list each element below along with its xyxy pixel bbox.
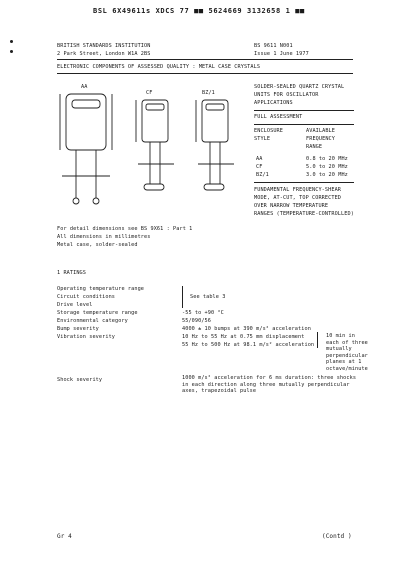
table-row-range: 3.0 to 20 MHz — [306, 172, 348, 178]
footer-left: Gr 4 — [57, 533, 72, 540]
section-title: 1 RATINGS — [57, 270, 87, 276]
table-col1-header: STYLE — [254, 136, 271, 142]
rating-label: Storage temperature range — [57, 310, 138, 316]
cf-label: CF — [146, 90, 153, 96]
rating-label: Circuit conditions — [57, 294, 116, 300]
rating-label: Environmental category — [57, 318, 128, 324]
rating-value: 55 Hz to 500 Hz at 98.1 m/s² acceleration — [182, 342, 315, 348]
doc-title: ELECTRONIC COMPONENTS OF ASSESSED QUALITY : METAL CASE CRYSTALS — [57, 64, 261, 70]
rating-label: Operating temperature range — [57, 286, 145, 292]
issue: Issue 1 June 1977 — [254, 51, 309, 57]
punch-hole — [10, 50, 13, 53]
aa-label: AA — [81, 84, 88, 90]
rating-label: Bump severity — [57, 326, 99, 332]
shock-value: 1000 m/s² acceleration for 6 ms duration: three shocks in each direction along three mutually perpendicular axes, trapezoidal pulse — [182, 375, 357, 394]
rating-label: Vibration severity — [57, 334, 116, 340]
desc-line3: APPLICATIONS — [254, 100, 293, 106]
bracket — [317, 332, 318, 348]
diagram-note1: For detail dimensions see BS 9X61 : Part 1 — [57, 226, 193, 232]
diagram-note3: Metal case, solder-sealed — [57, 242, 138, 248]
table-col2-header: RANGE — [306, 144, 323, 150]
table-row-style: AA — [256, 156, 263, 162]
fundamental-line2: MODE, AT-CUT, TOP CORRECTED — [254, 195, 342, 201]
rating-label: Drive level — [57, 302, 93, 308]
table-row-style: CF — [256, 164, 263, 170]
shock-label: Shock severity — [57, 377, 103, 383]
table-row-range: 5.0 to 20 MHz — [306, 164, 348, 170]
rating-value: 10 Hz to 55 Hz at 0.75 mm displacement — [182, 334, 305, 340]
desc-line2: UNITS FOR OSCILLATOR — [254, 92, 319, 98]
table-row-style: BZ/1 — [256, 172, 269, 178]
doc-code: BS 9611 N001 — [254, 43, 293, 49]
rule — [254, 124, 354, 125]
full-assessment: FULL ASSESSMENT — [254, 114, 303, 120]
outline-drawings — [52, 80, 248, 220]
rule — [254, 182, 354, 183]
top-code: BSL 6X49611s XDCS 77 ■■ 5624669 3132658 1 ■■ — [93, 7, 305, 15]
table-col2-header: FREQUENCY — [306, 136, 336, 142]
diagram-note2: All dimensions in millimetres — [57, 234, 151, 240]
fundamental-line4: RANGES (TEMPERATURE-CONTROLLED) — [254, 211, 354, 217]
bracket — [182, 286, 183, 308]
org-line1: BRITISH STANDARDS INSTITUTION — [57, 43, 151, 49]
table-col2-header: AVAILABLE — [306, 128, 336, 134]
table-row-range: 0.8 to 20 MHz — [306, 156, 348, 162]
fundamental-line3: OVER NARROW TEMPERATURE — [254, 203, 329, 209]
punch-hole — [10, 40, 13, 43]
rule — [254, 110, 354, 111]
rating-value: 4000 ± 10 bumps at 390 m/s² acceleration — [182, 326, 311, 332]
org-line2: 2 Park Street, London W1A 2BS — [57, 51, 151, 57]
rating-value: 55/090/56 — [182, 318, 212, 324]
rating-value: See table 3 — [190, 294, 226, 300]
vibration-note: 10 min in each of three mutually perpendicular planes at 1 octave/minute — [326, 333, 368, 372]
rule — [57, 59, 353, 60]
bz-label: BZ/1 — [202, 90, 215, 96]
rule — [57, 73, 353, 74]
footer-right: (Contd ) — [322, 533, 352, 540]
rating-value: -55 to +90 °C — [182, 310, 224, 316]
desc-line1: SOLDER-SEALED QUARTZ CRYSTAL — [254, 84, 345, 90]
table-col1-header: ENCLOSURE — [254, 128, 284, 134]
fundamental-line1: FUNDAMENTAL FREQUENCY-SHEAR — [254, 187, 342, 193]
